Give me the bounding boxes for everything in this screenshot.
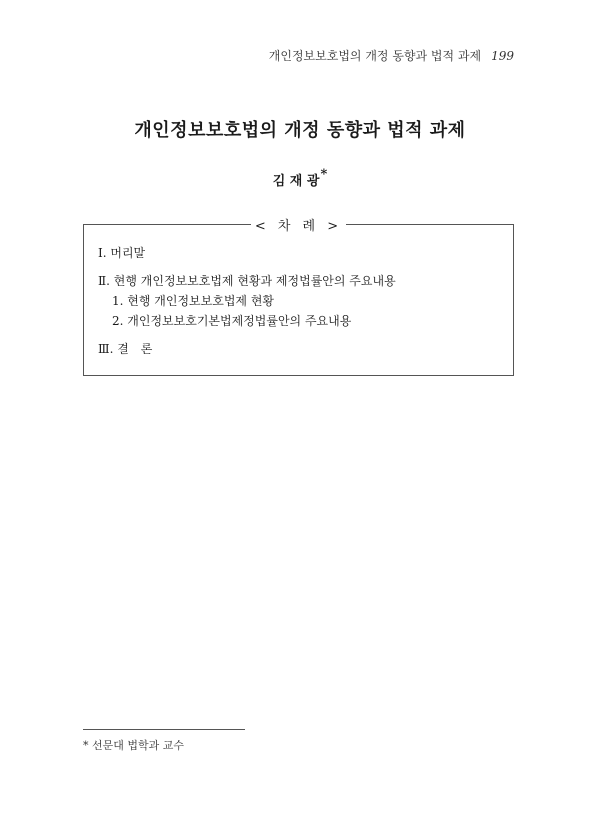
running-head [269, 47, 514, 64]
author-name: 김 재 광 [272, 174, 320, 189]
toc-item-2: Ⅱ. 현행 개인정보보호법제 현황과 제정법률안의 주요내용 [98, 274, 396, 288]
author-footnote-mark: * [320, 167, 328, 182]
running-head-title: 개인정보보호법의 개정 동향과 법적 과제 [268, 49, 482, 63]
toc-item-1: Ⅰ. 머리말 [98, 246, 146, 260]
author-footnote: * 선문대 법학과 교수 [83, 739, 184, 752]
toc-item-3: Ⅲ. 결 론 [98, 342, 153, 356]
toc-list [98, 243, 396, 359]
toc-heading [84, 215, 513, 234]
toc-heading-label: < 차 례 > [251, 219, 346, 234]
article-title: 개인정보보호법의 개정 동향과 법적 과제 [134, 120, 466, 141]
author-line [0, 167, 600, 189]
toc-item-2-1: 1. 현행 개인정보보호법제 현황 [112, 294, 274, 308]
footnote-divider [83, 729, 245, 730]
table-of-contents [83, 219, 514, 376]
page-number: 199 [491, 49, 514, 63]
toc-item-2-2: 2. 개인정보보호기본법제정법률안의 주요내용 [112, 314, 352, 328]
